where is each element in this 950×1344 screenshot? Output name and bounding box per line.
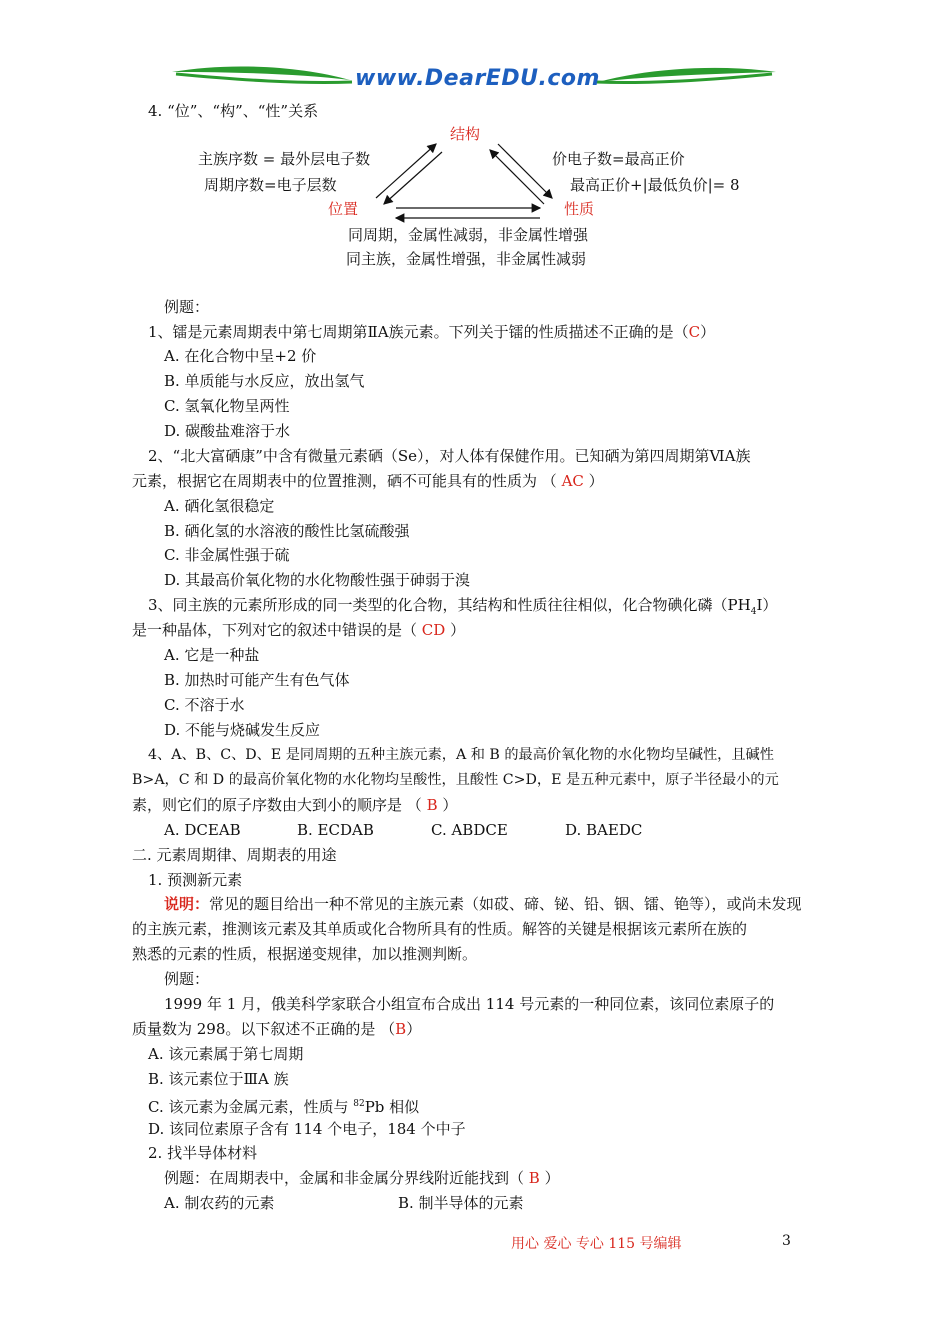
note-line-1: 说明：常见的题目给出一种不常见的主族元素（如砹、碲、铋、铅、铟、镭、铯等），或尚未发现 xyxy=(164,895,802,913)
q3-answer: CD xyxy=(421,621,446,639)
q3-option-a: A. 它是一种盐 xyxy=(164,646,260,664)
arrow-structure-to-position xyxy=(384,152,442,204)
node-structure: 结构 xyxy=(450,125,481,143)
q2-stem-1: 2、“北大富硒康”中含有微量元素硒（Se），对人体有保健作用。已知硒为第四周期第ⅥA族 xyxy=(148,447,751,465)
ex-option-d: D. 该同位素原子含有 114 个电子，184 个中子 xyxy=(148,1120,466,1138)
example-label: 例题： xyxy=(164,298,210,316)
arrow-position-to-structure xyxy=(376,144,436,198)
q3-option-b: B. 加热时可能产生有色气体 xyxy=(164,671,350,689)
arrow-property-to-structure xyxy=(490,150,544,204)
q3-stem-1: 3、同主族的元素所形成的同一类型的化合物，其结构和性质往往相似，化合物碘化磷$(PH_4I)$ xyxy=(148,596,778,617)
ex3-option-b: B. 制半导体的元素 xyxy=(398,1194,524,1212)
q4-option-c: C. ABDCE xyxy=(431,821,508,839)
ex3-stem: 例题：在周期表中，金属和非金属分界线附近能找到（ B ） xyxy=(164,1169,560,1187)
ex3-answer: B xyxy=(528,1169,540,1187)
bottom-rule-1: 同周期，金属性减弱，非金属性增强 xyxy=(348,226,589,244)
q1-option-c: C. 氢氧化物呈两性 xyxy=(164,397,290,415)
note-label: 说明： xyxy=(164,895,210,913)
footer-text: 用心 爱心 专心 115 号编辑 xyxy=(511,1236,682,1252)
q3-stem-2: 是一种晶体，下列对它的叙述中错误的是（ CD ） xyxy=(132,621,466,639)
section-2-sub2: 2. 找半导体材料 xyxy=(148,1144,258,1162)
q2-answer: AC xyxy=(561,472,584,490)
ex-option-a: A. 该元素属于第七周期 xyxy=(148,1045,304,1063)
ex-line-2: 质量数为 298。以下叙述不正确的是 （B） xyxy=(132,1020,422,1038)
q4-option-d: D. BAEDC xyxy=(565,821,643,839)
node-property: 性质 xyxy=(564,200,595,218)
relation-title: 4. “位”、“构”、“性”关系 xyxy=(148,102,319,120)
node-position: 位置 xyxy=(328,200,359,218)
ex-option-c: C. 该元素为金属元素，性质与 $^{82}$Pb 相似 xyxy=(148,1098,420,1116)
q3-option-c: C. 不溶于水 xyxy=(164,696,245,714)
arrow-structure-to-property xyxy=(498,144,552,198)
left-rule-1: 主族序数 = 最外层电子数 xyxy=(198,150,371,168)
q4-option-b: B. ECDAB xyxy=(297,821,374,839)
q4-stem-1: 4、A、B、C、D、E 是同周期的五种主族元素，A 和 B 的最高价氧化物的水化物均呈碱性，且碱性 xyxy=(148,747,774,763)
q4-stem-2: B>A，C 和 D 的最高价氧化物的水化物均呈酸性，且酸性 C>D，E 是五种元素中，原子半径最小的元 xyxy=(132,772,779,788)
q4-stem-3: 素，则它们的原子序数由大到小的顺序是 （ B ） xyxy=(132,796,458,814)
q2-option-d: D. 其最高价氧化物的水化物酸性强于砷弱于溴 xyxy=(164,571,471,589)
ex-option-b: B. 该元素位于ⅢA 族 xyxy=(148,1070,289,1088)
left-rule-2: 周期序数=电子层数 xyxy=(204,176,337,194)
q2-option-c: C. 非金属性强于硫 xyxy=(164,546,290,564)
right-rule-1: 价电子数=最高正价 xyxy=(552,150,685,168)
q2-option-a: A. 硒化氢很稳定 xyxy=(164,497,275,515)
ex-line-1: 1999 年 1 月，俄美科学家联合小组宣布合成出 114 号元素的一种同位素，该同位素原子的 xyxy=(164,995,775,1013)
q2-option-b: B. 硒化氢的水溶液的酸性比氢硫酸强 xyxy=(164,522,410,540)
bottom-rule-2: 同主族，金属性增强，非金属性减弱 xyxy=(346,250,587,268)
right-rule-2: 最高正价+|最低负价|= 8 xyxy=(570,176,740,194)
q1-option-b: B. 单质能与水反应，放出氢气 xyxy=(164,372,365,390)
q4-answer: B xyxy=(426,796,438,814)
ex3-option-a: A. 制农药的元素 xyxy=(164,1194,275,1212)
q1-stem: 1、镭是元素周期表中第七周期第ⅡA族元素。下列关于镭的性质描述不正确的是（C） xyxy=(148,323,716,341)
ex-answer: B xyxy=(395,1020,407,1038)
note-line-3: 熟悉的元素的性质，根据递变规律，加以推测判断。 xyxy=(132,945,478,963)
page-number: 3 xyxy=(782,1233,791,1249)
note-line-2: 的主族元素，推测该元素及其单质或化合物所具有的性质。解答的关键是根据该元素所在族的 xyxy=(132,920,748,938)
section-2-sub1: 1. 预测新元素 xyxy=(148,871,243,889)
section-2-example-label: 例题： xyxy=(164,970,210,988)
q1-option-a: A. 在化合物中呈+2 价 xyxy=(164,347,317,365)
q2-stem-2: 元素，根据它在周期表中的位置推测，硒不可能具有的性质为 （ AC ） xyxy=(132,472,604,490)
section-2-title: 二. 元素周期律、周期表的用途 xyxy=(132,846,337,864)
q1-option-d: D. 碳酸盐难溶于水 xyxy=(164,422,291,440)
q4-option-a: A. DCEAB xyxy=(164,821,241,839)
site-logo: www.DearEDU.com xyxy=(355,66,600,91)
q1-answer: C xyxy=(688,323,701,341)
q3-option-d: D. 不能与烧碱发生反应 xyxy=(164,721,321,739)
